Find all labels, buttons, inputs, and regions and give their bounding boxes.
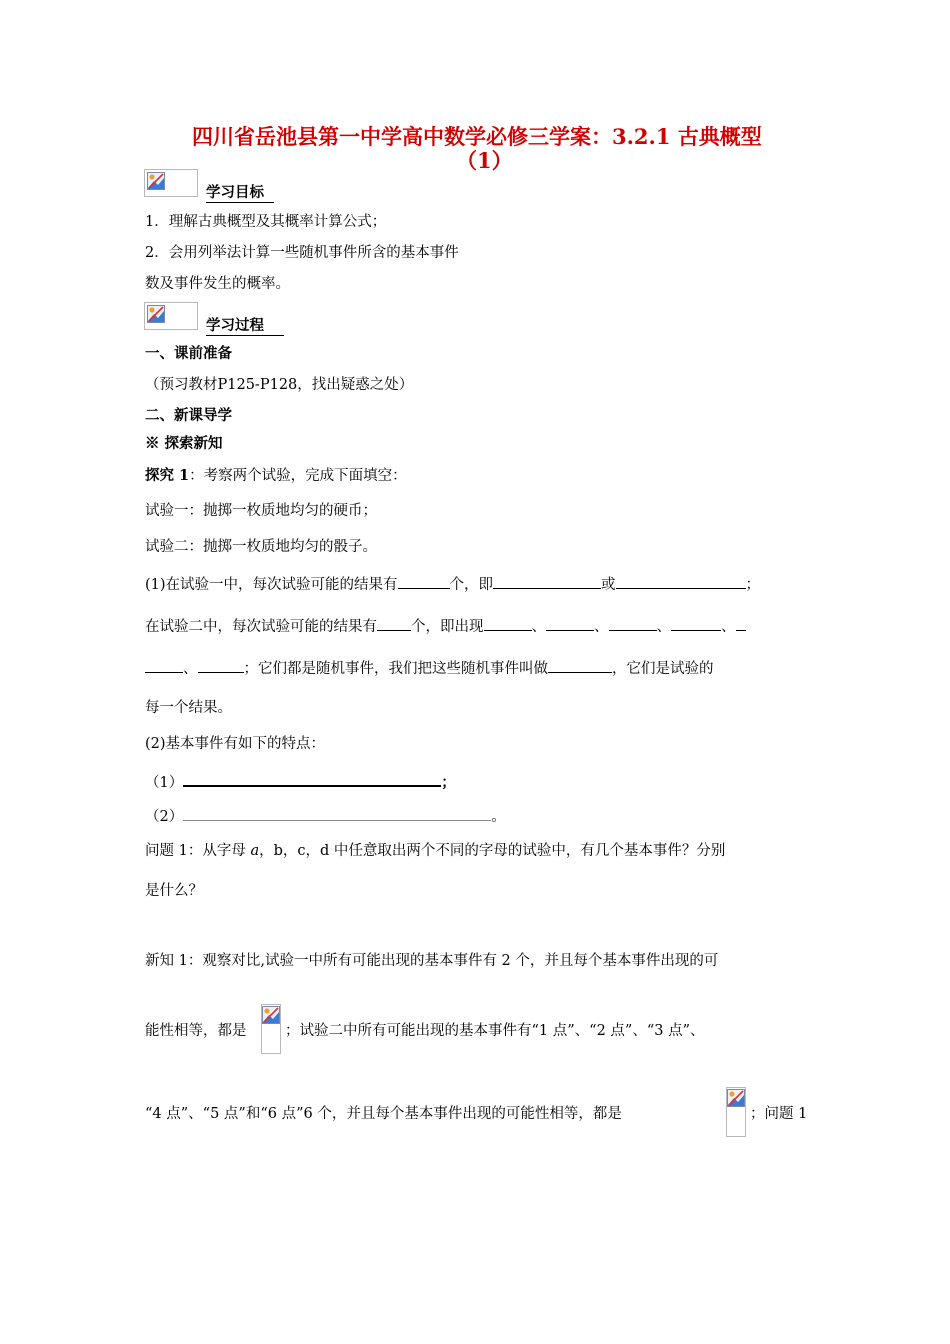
heading-underline xyxy=(206,335,284,336)
q1-line-2 xyxy=(145,616,746,636)
newlesson-heading: 二、新课导学 xyxy=(145,407,232,424)
blank-field[interactable] xyxy=(493,574,601,589)
q1-text: 个，即出现 xyxy=(411,619,484,635)
q1-text: ，它们是试验的 xyxy=(612,661,714,677)
heading-underline xyxy=(206,202,274,203)
newknow1-line-3-b: ；问题 1 xyxy=(750,1106,808,1122)
q1-line-3 xyxy=(145,658,714,678)
q1-text: ； xyxy=(745,577,761,593)
blank-field[interactable] xyxy=(398,574,450,589)
trial-1: 试验一：抛掷一枚质地均匀的硬币； xyxy=(145,503,377,519)
blank-field[interactable] xyxy=(183,771,441,787)
q1-text: 在试验二中，每次试验可能的结果有 xyxy=(145,619,377,635)
prep-note: （预习教材P125-P128，找出疑惑之处） xyxy=(145,377,414,393)
blank-field[interactable] xyxy=(616,574,746,589)
image-placeholder-icon xyxy=(262,1006,280,1024)
goal-item-1: 1．理解古典概型及其概率计算公式； xyxy=(145,214,387,230)
problem1-line-1 xyxy=(145,842,725,860)
blank-field[interactable] xyxy=(548,658,612,673)
formula-image-placeholder xyxy=(726,1087,746,1137)
formula-image-placeholder xyxy=(261,1004,281,1054)
q2-text: 。 xyxy=(491,809,506,825)
q1-text: 、 xyxy=(656,619,671,635)
blank-field[interactable] xyxy=(484,616,532,631)
blank-field[interactable] xyxy=(183,806,491,821)
problem1-line-2: 是什么？ xyxy=(145,883,203,899)
image-placeholder xyxy=(144,302,198,330)
problem1-letter: a xyxy=(250,843,260,859)
q2-heading: (2)基本事件有如下的特点： xyxy=(145,736,326,752)
image-placeholder-icon xyxy=(147,172,165,190)
blank-field[interactable] xyxy=(671,616,721,631)
explore1-intro xyxy=(145,467,407,485)
blank-field[interactable] xyxy=(736,616,746,631)
q1-text: (1)在试验一中，每次试验可能的结果有 xyxy=(145,577,398,593)
blank-field[interactable] xyxy=(546,616,594,631)
q1-text: 、 xyxy=(594,619,609,635)
explore1-label: 探究 1 xyxy=(145,467,190,484)
prep-heading: 一、课前准备 xyxy=(145,345,232,362)
page-title-part: （1） xyxy=(456,148,513,173)
q1-text: 、 xyxy=(721,619,736,635)
q2-text: ； xyxy=(441,774,456,791)
goals-heading: 学习目标 xyxy=(206,184,264,201)
image-placeholder xyxy=(144,169,198,197)
explore-heading: ※ 探索新知 xyxy=(145,435,223,452)
q2-item-2 xyxy=(145,806,506,826)
newknow1-line-1: 新知 1：观察对比,试验一中所有可能出现的基本事件有 2 个，并且每个基本事件出现的可 xyxy=(145,953,719,969)
q1-line-1 xyxy=(145,574,760,594)
process-heading: 学习过程 xyxy=(206,317,264,334)
goal-item-2-cont: 数及事件发生的概率。 xyxy=(145,276,290,292)
newknow1-line-3: “4 点”、“5 点”和“6 点”6 个，并且每个基本事件出现的可能性相等，都是 xyxy=(145,1106,622,1122)
image-placeholder-icon xyxy=(147,305,165,323)
image-placeholder-icon xyxy=(727,1089,745,1107)
problem1-text: ，b，c，d 中任意取出两个不同的字母的试验中，有几个基本事件？分别 xyxy=(259,843,726,859)
page-title: 四川省岳池县第一中学高中数学必修三学案：3.2.1 古典概型 xyxy=(192,124,762,149)
q1-text: 个，即 xyxy=(449,577,494,593)
problem1-text: 问题 1：从字母 xyxy=(145,843,251,859)
q2-label: （2） xyxy=(145,809,184,825)
q1-line-4: 每一个结果。 xyxy=(145,700,232,716)
newknow1-line-2-b: ；试验二中所有可能出现的基本事件有“1 点”、“2 点”、“3 点”、 xyxy=(285,1023,705,1039)
blank-field[interactable] xyxy=(198,658,244,673)
q2-item-1 xyxy=(145,771,456,792)
q2-label: （1） xyxy=(145,775,184,791)
q1-text: ；它们都是随机事件，我们把这些随机事件叫做 xyxy=(243,661,548,677)
newknow1-text: 能性相等，都是 xyxy=(145,1023,247,1039)
blank-field[interactable] xyxy=(145,658,183,673)
newknow1-line-2 xyxy=(145,1022,247,1040)
q1-text: 或 xyxy=(601,577,616,593)
goal-item-2: 2．会用列举法计算一些随机事件所含的基本事件 xyxy=(145,245,459,261)
q1-text: 、 xyxy=(531,619,546,635)
explore1-text: ：考察两个试验，完成下面填空： xyxy=(189,468,407,484)
blank-field[interactable] xyxy=(609,616,657,631)
trial-2: 试验二：抛掷一枚质地均匀的骰子。 xyxy=(145,539,377,555)
blank-field[interactable] xyxy=(377,616,411,631)
q1-text: 、 xyxy=(183,661,198,677)
